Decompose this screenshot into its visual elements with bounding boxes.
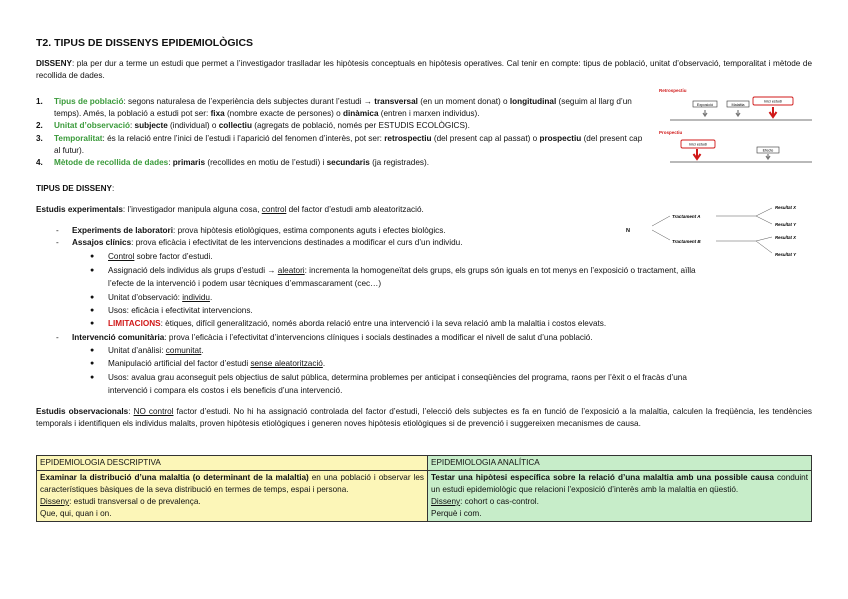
list-item: 2. Unitat d’observació: subjecte (individual) o collectiu (agregats de població, només per ESTUDIS ECOLÒGICS). [36,121,470,131]
document-page: T2. TIPUS DE DISSENYS EPIDEMIOLÒGICS DISSENY: pla per dur a terme un estudi que permet a l’investigador traslladar les hipòtesis conceptuals en hipòtesis operatives. Cal tenir en compte: tipus de població, unitat d’observació, temporalitat i mètode de recollida de dades. 1. Tipus de població: segons naturalesa de l’experiència dels subjectes durant l’estudi → transversal (en un moment donat) o longitudinal (seguim al llarg d’un temps). Amés, la població a estudi pot ser: fixa (nombre exacte de persones) o dinàmica (entren i marxen individus). 2. Unitat d’observació: subjecte (individual) o collectiu (agregats de població, només per ESTUDIS ECOLÒGICS). 3. Temporalitat: és la relació entre l’inici de l’estudi i l’aparició del fenomen d’interès, pot ser: retrospectiu (del present cap al passat) o prospectiu (del present cap al futur). 4. Mètode de recollida de dades: primaris (recollides en motiu de l’estudi) i secundaris (ja registrades). Retrospectiu Exposició Malaltia Inici estudi Prospectiu Inici estudi Efecte TIPUS DE DISSENY: Estudis experimentals: l’investigador manipula alguna cosa, control del factor d’estudi amb aleatorització. N Tractament A Tractament B Resultat X Resultat Y Resultat X Resultat Y - Experiments de laboratori: prova hipòtesis etiològiques, estima components aguts i efectes biològics. - Assajos clínics: prova eficàcia i efectivitat de les intervencions destinades a modificar el curs d’un individu. ● Control sobre factor d’estudi. ● Assignació dels individus als grups d’estudi → aleatori: incrementa la homogeneïtat dels grups, els grups són iguals en tot menys en l’exposició o tractament, aïlla l’efecte de la intervenció i podem usar tècniques d’emmascarament (cec…) ● Unitat d’observació: individu. ● Usos: eficàcia i efectivitat intervencions. ● LIMITACIONS: ètiques, difícil generalització, només aborda relació entre una intervenció i la seva relació amb la malaltia i costos elevats. - Intervenció comunitària: prova l’eficàcia i l’efectivitat d’intervencions clíniques i socials destinades a modificar el nivell de salut d’una població. ● Unitat d’anàlisi: comunitat. ● Manipulació artificial del factor d’estudi sense aleatorització. ● Usos: avalua grau aconseguit pels objectius de salut pública, determina problemes per anticipat i conseqüències del programa, raons per l’èxit o el fracàs d’una intervenció i compara els costos i els beneficis d’una intervenció. Estudis observacionals: NO control factor d’estudi. No hi ha assignació controlada del factor d’estudi, l’elecció dels subjectes es fa en funció de l’exposició a la malaltia, calculen la freqüència, les tendències temporals i identifiquen els individus malalts, proven hipòtesis etiològiques i generen noves hipòtesis etiològiques si de prevenció i suggereixen mecanismes de causa. EPIDEMIOLOGIA DESCRIPTIVA EPIDEMIOLOGIA ANALÍTICA Examinar la distribució d’una malaltia (o determinant de la malaltia) en una població i observar les característiques bàsiques de la seva distribució en termes de temps, espai i persona. Disseny: estudi transversal o de prevalença. Que, qui, quan i on. Testar una hipòtesi específica sobre la relació d’una malaltia amb una possible causa conduint un estudi epidemiològic que relacioni l’exposició d’interès amb la malaltia en qüestió. Disseny: cohort o cas-control. Perquè i com. [0,0,848,599]
table-header-row [37,456,812,471]
svg-text:Efecte: Efecte [762,148,774,153]
list-item: 1. Tipus de població: segons naturalesa de l’experiència dels subjectes durant l’estudi → transversal (en un moment donat) o longitudinal (seguim al llarg d’un temps). Amés, la població a estudi pot ser: fixa (nombre exacte de persones) o dinàmica (entren i marxen individus). [36,97,632,119]
list-item: 4. Mètode de recollida de dades: primaris (recollides en motiu de l’estudi) i secundaris (ja registrades). [36,158,429,168]
clinical-trial-figure [620,200,820,262]
svg-text:Exposició: Exposició [696,102,714,107]
svg-text:Resultat Y: Resultat Y [775,222,796,227]
list-item-continuation: l’efecte de la intervenció i podem usar tècniques d’emmascarament (cec…) [108,279,382,288]
disseny-text: : pla per dur a terme un estudi que permet a l’investigador traslladar les hipòtesis conceptuals en hipòtesis operatives. Cal tenir en compte: tipus de població, unitat d’observació, temporalitat i mètode de recollida de dades. [36,59,812,81]
svg-text:Inici estudi: Inici estudi [689,142,707,147]
disseny-term: DISSENY [36,59,72,68]
list-item-continuation: intervenció i compara els costos i els beneficis d’una intervenció. [108,386,343,395]
list-item: 3. Temporalitat: és la relació entre l’inici de l’estudi i l’aparició del fenomen d’interès, pot ser: retrospectiu (del present cap al passat) o prospectiu (del present cap al futur). [36,133,643,155]
svg-text:Resultat X: Resultat X [775,205,797,210]
header-descriptiva: EPIDEMIOLOGIA DESCRIPTIVA [37,456,428,471]
experimentals-paragraph: Estudis experimentals: l’investigador manipula alguna cosa, control del factor d’estudi amb aleatorització. [36,205,424,214]
svg-text:N: N [626,228,630,234]
design-features-list [36,96,648,169]
observacionals-paragraph: Estudis observacionals: NO control factor d’estudi. No hi ha assignació controlada del factor d’estudi, l’elecció dels subjectes es fa en funció de l’exposició a la malaltia, calculen la freqüència, les tendències temporals i identifiquen els individus malalts, proven hipòtesis etiològiques i generen noves hipòtesis etiològiques si de prevenció i suggereixen mecanismes de causa. [36,407,812,429]
retro-label: Retrospectiu [659,88,687,93]
cell-analitica: Testar una hipòtesi específica sobre la relació d’una malaltia amb una possible causa conduint un estudi epidemiològic que relacioni l’exposició d’interès amb la malaltia en qüestió. Disseny: cohort o cas-control. Perquè i com. [428,471,812,522]
cell-descriptiva: Examinar la distribució d’una malaltia (o determinant de la malaltia) en una població i observar les característiques bàsiques de la seva distribució en termes de temps, espai i persona. Disseny: estudi transversal o de prevalença. Que, qui, quan i on. [37,471,428,522]
svg-text:Tractament B: Tractament B [672,239,701,244]
svg-text:Inici estudi: Inici estudi [764,99,782,104]
table-row [37,471,812,522]
page-title: T2. TIPUS DE DISSENYS EPIDEMIOLÒGICS [36,37,254,49]
disseny-definition [36,58,812,82]
temporality-figure [656,86,816,166]
svg-text:Malaltia: Malaltia [731,102,745,107]
prosp-label: Prospectiu [659,130,683,135]
svg-text:Resultat Y: Resultat Y [775,252,796,257]
svg-text:Tractament A: Tractament A [672,214,701,219]
epidemiology-comparison-table [36,455,812,522]
tipus-heading: TIPUS DE DISSENY: [36,184,115,193]
header-analitica: EPIDEMIOLOGIA ANALÍTICA [428,456,812,471]
svg-text:Resultat X: Resultat X [775,235,797,240]
